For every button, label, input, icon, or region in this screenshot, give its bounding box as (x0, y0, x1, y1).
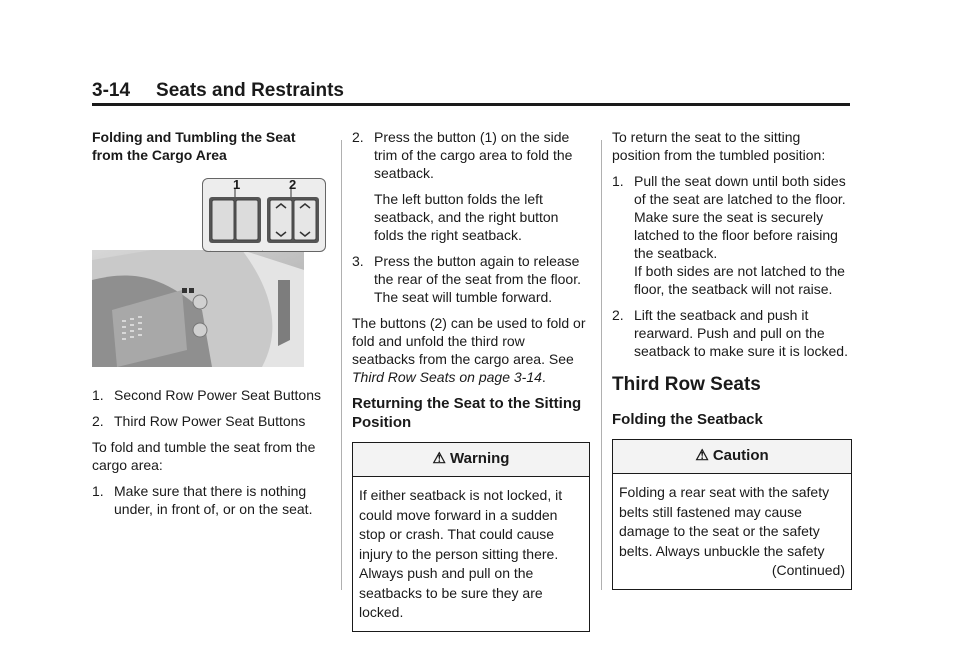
warning-box (352, 442, 590, 632)
section-heading: Folding and Tumbling the Seat from the Cargo Area (92, 129, 296, 163)
caution-box (612, 439, 852, 590)
column-divider-left (341, 140, 342, 590)
intro-paragraph: To fold and tumble the seat from the cargo area: (92, 439, 316, 473)
cross-reference-paragraph: The buttons (2) can be used to fold or fold and unfold the third row seatbacks from the cargo area. See Third Row Seats on page 3-14. (352, 315, 586, 385)
caption-2: 2. Third Row Power Seat Buttons (92, 413, 306, 429)
button-panel-inset (202, 178, 326, 252)
return-step-1: 1. Pull the seat down until both sides of the seat are latched to the floor. Make sure the seat is securely latched to the floor before raising the seatback. (612, 173, 846, 261)
third-row-heading: Third Row Seats (612, 374, 761, 395)
warning-header: ⚠ Warning (353, 443, 589, 477)
cargo-area-figure (92, 178, 308, 372)
callout-1: 1 (233, 177, 241, 192)
continued-label: (Continued) (771, 562, 845, 578)
returning-subheading: Returning the Seat to the Sitting Position (352, 395, 582, 431)
cargo-photo-illustration (92, 250, 304, 367)
column-3 (612, 128, 852, 590)
step-2-note: The left button folds the left seatback, and the right button folds the right seatback. (374, 191, 559, 243)
caution-header: ⚠ Caution (613, 440, 851, 474)
column-2 (352, 128, 590, 632)
page-number: 3-14 (92, 80, 131, 101)
step-1: 1. Make sure that there is nothing under, in front of, or on the seat. (92, 483, 313, 517)
cross-reference-link[interactable]: Third Row Seats on page 3-14 (352, 369, 542, 385)
step-3: 3. Press the button again to release the rear of the seat from the floor. The seat will tumble forward. (352, 253, 581, 305)
page-header (92, 80, 344, 102)
return-intro: To return the seat to the sitting position from the tumbled position: (612, 129, 826, 163)
warning-body: If either seatback is not locked, it could move forward in a sudden stop or crash. That could cause injury to the person sitting there. Always push and pull on the seatbacks to be sure they are locked. (359, 487, 563, 620)
return-step-2: 2. Lift the seatback and push it rearward. Push and pull on the seatback to make sure it is locked. (612, 307, 848, 359)
caption-1: 1. Second Row Power Seat Buttons (92, 387, 322, 403)
step-2: 2. Press the button (1) on the side trim of the cargo area to fold the seatback. (352, 129, 573, 181)
folding-seatback-subheading: Folding the Seatback (612, 411, 763, 428)
section-title: Seats and Restraints (156, 80, 344, 101)
column-1 (92, 128, 328, 526)
button-panel-illustration (203, 179, 325, 251)
warning-triangle-icon: ⚠ (432, 450, 446, 467)
header-rule (92, 103, 850, 106)
caution-triangle-icon: ⚠ (695, 447, 709, 464)
column-divider-right (601, 140, 602, 590)
callout-2: 2 (289, 177, 297, 192)
caution-body: Folding a rear seat with the safety belts still fastened may cause damage to the seat or the safety belts. Always unbuckle the safety (Continued) (613, 474, 851, 589)
cargo-area-photo (92, 250, 304, 367)
return-step-1-note: If both sides are not latched to the floor, the seatback will not raise. (634, 263, 845, 297)
